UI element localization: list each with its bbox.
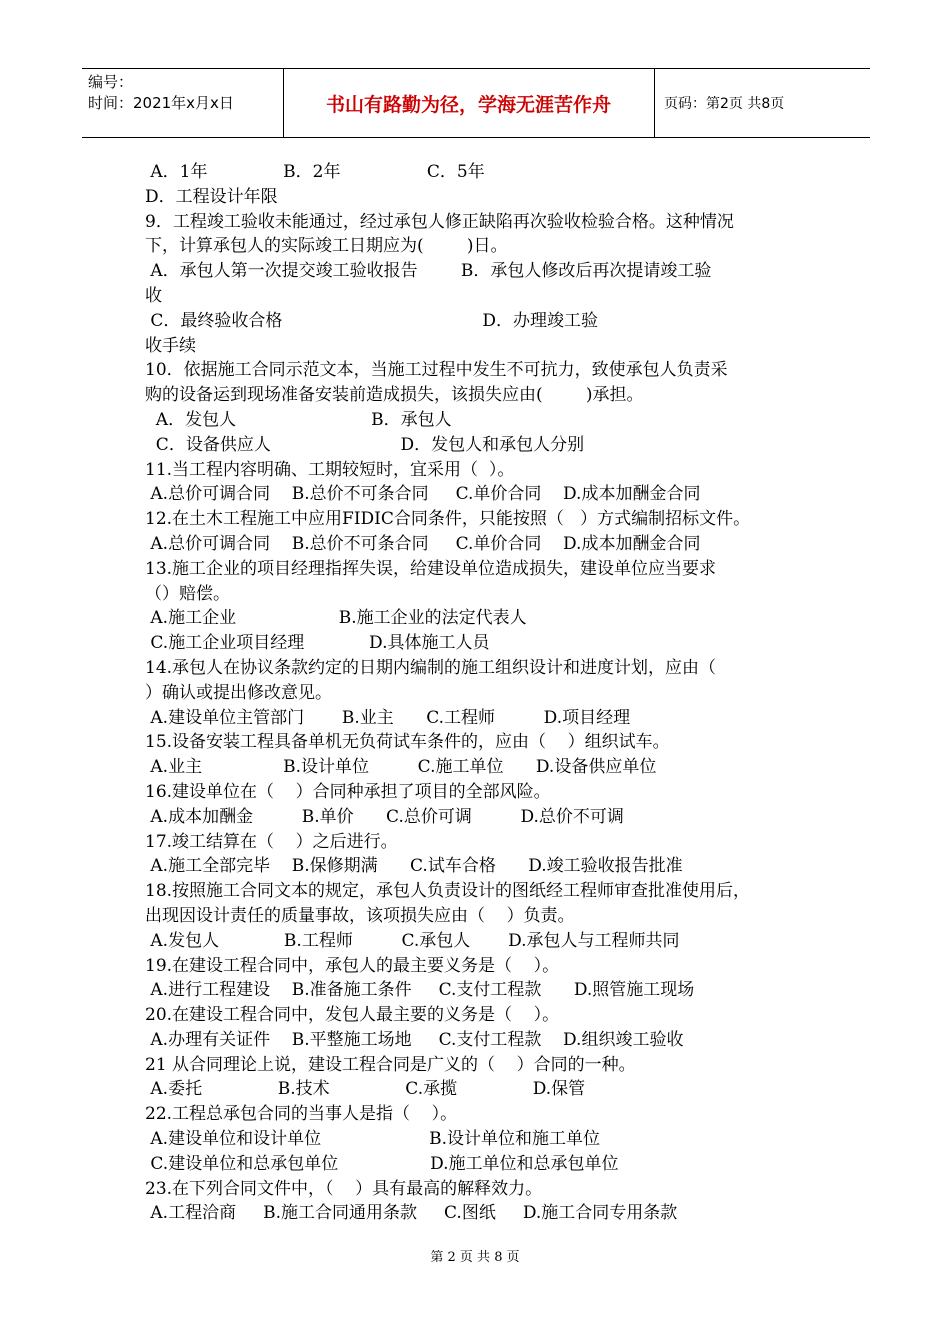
header-motto: 书山有路勤为径，学海无涯苦作舟 [325,93,611,116]
text-line: 19.在建设工程合同中，承包人的最主要义务是（ ）。 [145,955,560,976]
text-line: A．承包人第一次提交竣工验收报告 B．承包人修改后再次提请竣工验 [145,261,712,282]
header-left [88,72,234,114]
header-page-number: 页码：第2页 共8页 [664,96,785,112]
question-body [145,160,825,1226]
page-header [82,68,870,138]
text-line: A.业主 B.设计单位 C.施工单位 D.设备供应单位 [145,757,657,778]
text-line: A．1年 B．2年 C．5年 [145,162,485,182]
text-line: A.总价可调合同 B.总价不可条合同 C.单价合同 D.成本加酬金合同 [145,484,701,505]
text-line: ）确认或提出修改意见。 [145,682,332,703]
text-line: 10．依据施工合同示范文本，当施工过程中发生不可抗力，致使承包人负责采 [145,360,728,381]
text-line: A.成本加酬金 B.单价 C.总价可调 D.总价不可调 [145,806,624,827]
header-divider [654,69,655,137]
text-line: A.办理有关证件 B.平整施工场地 C.支付工程款 D.组织竣工验收 [145,1029,684,1050]
text-line: 18.按照施工合同文本的规定，承包人负责设计的图纸经工程师审查批准使用后， [145,881,751,902]
document-date-label: 时间：2021年x月x日 [88,94,234,112]
text-line: D．工程设计年限 [145,186,278,207]
text-line: C．最终验收合格 D．办理竣工验 [145,310,598,331]
text-line: 23.在下列合同文件中，（ ）具有最高的解释效力。 [145,1178,543,1199]
text-line: 22.工程总承包合同的当事人是指（ ）。 [145,1104,458,1125]
text-line: A.建设单位和设计单位 B.设计单位和施工单位 [145,1129,601,1150]
text-line: 12.在土木工程施工中应用FIDIC合同条件，只能按照（ ）方式编制招标文件。 [145,509,751,530]
text-line: 14.承包人在协议条款约定的日期内编制的施工组织设计和进度计划，应由（ [145,657,717,678]
text-line: C.建设单位和总承包单位 D.施工单位和总承包单位 [145,1153,619,1174]
text-line: A.进行工程建设 B.准备施工条件 C.支付工程款 D.照管施工现场 [145,980,695,1001]
text-line: 9．工程竣工验收未能通过，经过承包人修正缺陷再次验收检验合格。这种情况 [145,211,734,232]
text-line: A.发包人 B.工程师 C.承包人 D.承包人与工程师共同 [145,930,680,951]
text-line: A.建设单位主管部门 B.业主 C.工程师 D.项目经理 [145,707,631,728]
text-line: 收 [145,285,162,306]
text-line: 15.设备安装工程具备单机无负荷试车条件的，应由（ ）组织试车。 [145,732,670,753]
text-line: 17.竣工结算在（ ）之后进行。 [145,831,398,852]
text-line: A.总价可调合同 B.总价不可条合同 C.单价合同 D.成本加酬金合同 [145,533,701,554]
text-line: 13.施工企业的项目经理指挥失误，给建设单位造成损失，建设单位应当要求 [145,558,717,579]
page-footer: 第 2 页 共 8 页 [430,1250,520,1265]
text-line: （）赔偿。 [145,583,230,604]
document-number-label: 编号： [88,73,134,91]
text-line: 收手续 [145,335,196,356]
text-line: A．发包人 B．承包人 [145,409,452,430]
text-line: 21 从合同理论上说，建设工程合同是广义的（ ）合同的一种。 [145,1054,636,1075]
text-line: 16.建设单位在（ ）合同种承担了项目的全部风险。 [145,781,551,802]
text-line: 11.当工程内容明确、工期较短时，宜采用（ ）。 [145,459,515,480]
text-line: 20.在建设工程合同中，发包人最主要的义务是（ ）。 [145,1005,560,1026]
text-line: 出现因设计责任的质量事故，该项损失应由（ ）负责。 [145,905,575,926]
text-line: C．设备供应人 D．发包人和承包人分别 [145,434,585,455]
text-line: A.工程洽商 B.施工合同通用条款 C.图纸 D.施工合同专用条款 [145,1203,678,1224]
text-line: C.施工企业项目经理 D.具体施工人员 [145,633,490,654]
text-line: 下，计算承包人的实际竣工日期应为( )日。 [145,236,508,257]
text-line: A.委托 B.技术 C.承揽 D.保管 [145,1079,586,1100]
text-line: A.施工企业 B.施工企业的法定代表人 [145,608,527,629]
text-line: 购的设备运到现场准备安装前造成损失，该损失应由( )承担。 [145,385,644,406]
text-line: A.施工全部完毕 B.保修期满 C.试车合格 D.竣工验收报告批准 [145,856,683,877]
